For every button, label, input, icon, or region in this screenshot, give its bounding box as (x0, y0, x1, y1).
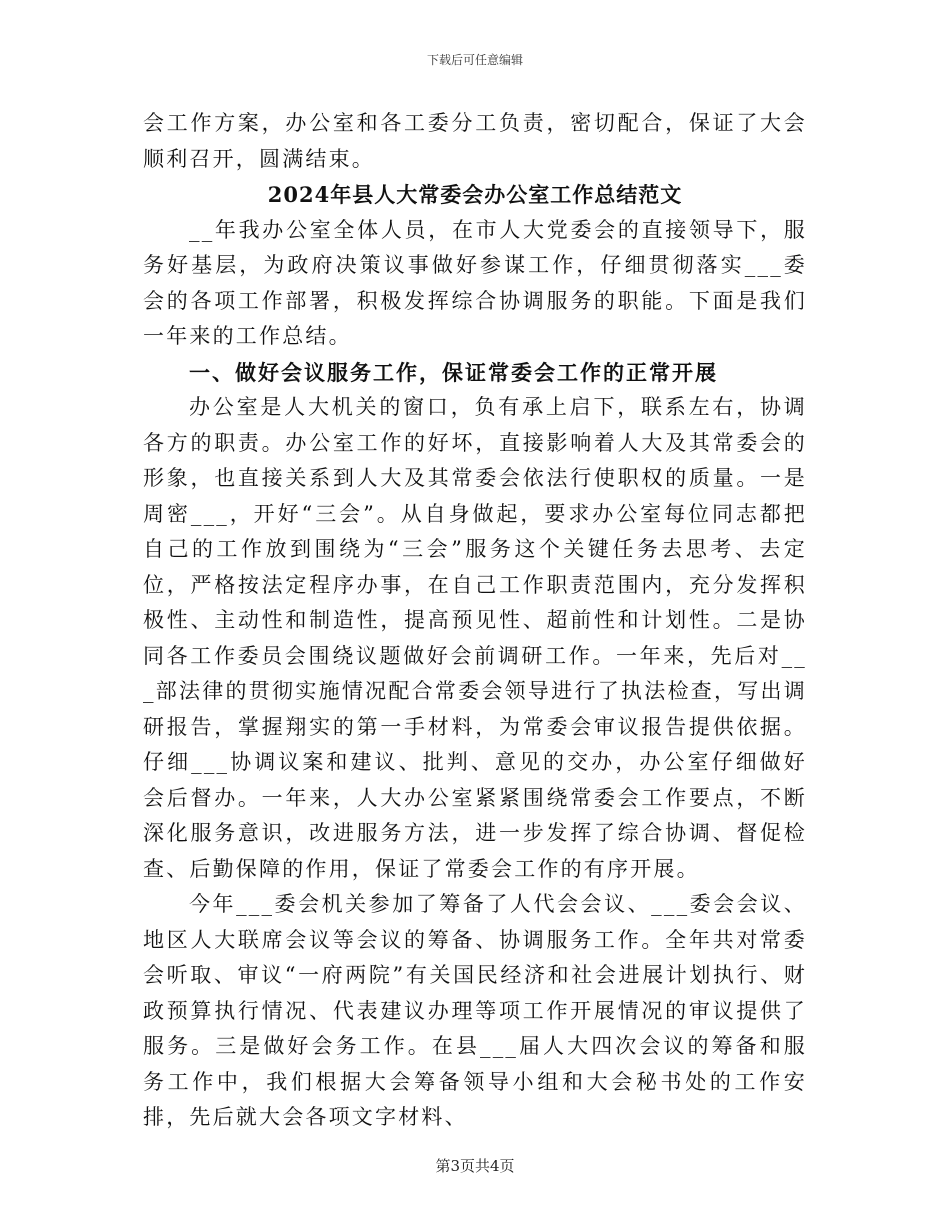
body-paragraph: 今年___委会机关参加了筹备了人代会会议、___委会会议、地区人大联席会议等会议的筹备、协调服务工作。全年共对常委会听取、审议“一府两院”有关国民经济和社会进展计划执行、财政预算执行情况、代表建议办理等项工作开展情况的审议提供了服务。三是做好会务工作。在县___届人大四次会议的筹备和服务工作中，我们根据大会筹备领导小组和大会秘书处的工作安排，先后就大会各项文字材料、 (143, 892, 807, 1129)
page-number: 第3页共4页 (435, 1157, 515, 1175)
document-body (143, 106, 807, 1136)
document-title: 2024年县人大常委会办公室工作总结范文 (267, 182, 683, 207)
body-paragraph: 办公室是人大机关的窗口，负有承上启下，联系左右，协调各方的职责。办公室工作的好坏，直接影响着人大及其常委会的形象，也直接关系到人大及其常委会依法行使职权的质量。一是周密___，开好“三会”。从自身做起，要求办公室每位同志都把自己的工作放到围绕为“三会”服务这个关键任务去思考、去定位，严格按法定程序办事，在自己工作职责范围内，充分发挥积极性、主动性和制造性，提高预见性、超前性和计划性。二是协同各工作委员会围绕议题做好会前调研工作。一年来，先后对___部法律的贯彻实施情况配合常委会领导进行了执法检查，写出调研报告，掌握翔实的第一手材料，为常委会审议报告提供依据。仔细___协调议案和建议、批判、意见的交办，办公室仔细做好会后督办。一年来，人大办公室紧紧围绕常委会工作要点，不断深化服务意识，改进服务方法，进一步发挥了综合协调、督促检查、后勤保障的作用，保证了常委会工作的有序开展。 (143, 395, 807, 881)
carryover-paragraph: 会工作方案，办公室和各工委分工负责，密切配合，保证了大会顺利召开，圆满结束。 (143, 111, 807, 171)
page-header-note: 下载后可任意编辑 (426, 53, 523, 67)
section-heading: 一、做好会议服务工作，保证常委会工作的正常开展 (189, 359, 718, 385)
intro-paragraph: __年我办公室全体人员，在市人大党委会的直接领导下，服务好基层，为政府决策议事做好参谋工作，仔细贯彻落实___委会的各项工作部署，积极发挥综合协调服务的职能。下面是我们一年来的工作总结。 (143, 217, 807, 348)
